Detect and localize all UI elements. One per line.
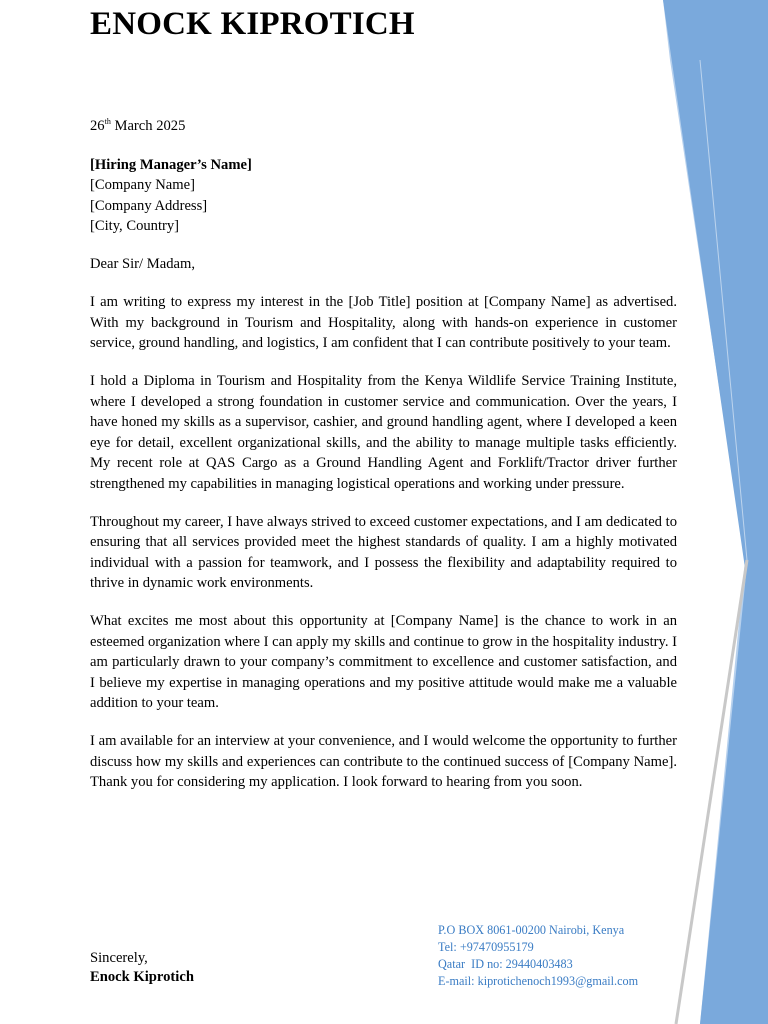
- signature-name: Enock Kiprotich: [90, 968, 194, 985]
- letter-body: [90, 116, 677, 810]
- letter-date: [90, 116, 677, 137]
- contact-email[interactable]: E-mail: kiprotichenoch1993@gmail.com: [438, 974, 639, 988]
- body-paragraph-2: I hold a Diploma in Tourism and Hospitality from the Kenya Wildlife Service Training Institute, where I developed a strong foundation in customer service and communication. Over the years, I have honed my skills as a supervisor, cashier, and ground handling agent, where I developed a keen eye for detail, excellent organizational skills, and the ability to manage multiple tasks efficiently. My recent role at QAS Cargo as a Ground Handling Agent and Forklift/Tractor driver further strengthened my capabilities in managing logistical operations and working under pressure.: [90, 373, 677, 492]
- date-day: 26: [90, 118, 105, 134]
- recipient-city: [City, Country]: [90, 218, 180, 234]
- contact-telephone: Tel: +97470955179: [438, 940, 534, 954]
- recipient-address: [Company Address]: [90, 197, 208, 214]
- contact-info-block: [438, 922, 638, 990]
- recipient-company: [Company Name]: [90, 177, 195, 193]
- body-paragraph-5: I am available for an interview at your convenience, and I would welcome the opportunity to further discuss how my skills and experiences can contribute to the continued success of [Company Name]. Thank you for considering my application. I look forward to hearing from you soon.: [90, 733, 677, 790]
- contact-qatar-id: Qatar ID no: 29440403483: [438, 957, 573, 971]
- recipient-name: [Hiring Manager’s Name]: [90, 156, 252, 173]
- date-suffix: th: [104, 117, 111, 126]
- date-rest: March 2025: [110, 118, 186, 134]
- recipient-address-block: [90, 155, 677, 237]
- body-paragraph-4: What excites me most about this opportunity at [Company Name] is the chance to work in an esteemed organization where I can apply my skills and continue to grow in the hospitality industry. I am particularly drawn to your company’s commitment to excellence and customer satisfaction, and I believe my expertise in managing operations and my positive attitude would make me a valuable addition to your team.: [90, 613, 677, 711]
- applicant-name-heading: ENOCK KIPROTICH: [90, 6, 415, 42]
- body-paragraph-3: Throughout my career, I have always strived to exceed customer expectations, and I am dedicated to ensuring that all services provided meet the highest standards of quality. I am a highly motivated individual with a passion for teamwork, and I possess the flexibility and adaptability required to thrive in dynamic work environments.: [90, 513, 677, 591]
- contact-po-box: P.O BOX 8061-00200 Nairobi, Kenya: [438, 923, 625, 937]
- closing-block: [90, 949, 194, 986]
- salutation: Dear Sir/ Madam,: [90, 256, 195, 272]
- body-paragraph-1: I am writing to express my interest in the [Job Title] position at [Company Name] as advertised. With my background in Tourism and Hospitality, along with hands-on experience in customer service, ground handling, and logistics, I am confident that I can contribute positively to your team.: [90, 294, 677, 351]
- valediction: Sincerely,: [90, 950, 148, 966]
